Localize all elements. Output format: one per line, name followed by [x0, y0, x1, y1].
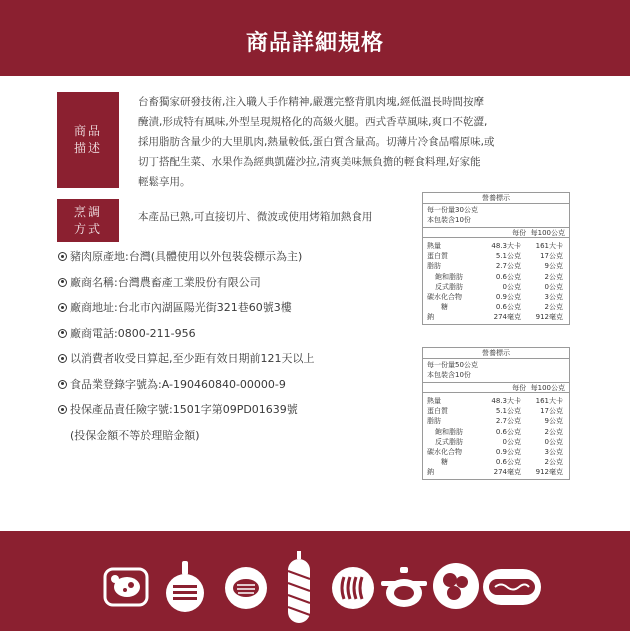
cooking-label-line: 方式	[73, 221, 102, 236]
per-100g-value: 9公克	[544, 262, 563, 271]
per-100g-value: 3公克	[544, 447, 563, 456]
per-100g-value: 161大卡	[535, 397, 563, 405]
per-100g-value: 912毫克	[535, 313, 563, 322]
nutrient-name: 熱量	[427, 242, 441, 250]
nutrient-name: 脂肪	[427, 417, 441, 426]
bullet-icon	[58, 252, 67, 261]
table-row	[427, 467, 565, 477]
per-serving-value: 0.9公克	[495, 292, 521, 301]
per-100g-value: 912毫克	[535, 468, 563, 477]
per-100g-value: 9公克	[544, 417, 563, 426]
nutrition-serving-info	[423, 204, 569, 227]
list-item	[58, 352, 403, 378]
nutrient-name: 鈉	[427, 313, 434, 322]
sausage-icon	[285, 551, 313, 629]
nutrient-name: 糖	[441, 458, 448, 467]
table-row	[427, 416, 565, 426]
description-line: 台畜獨家研發技術,注入職人手作精神,嚴選完整背肌肉塊,經低溫長時間按摩	[138, 96, 485, 108]
per-100g-value: 0公克	[544, 282, 563, 291]
description-line: 醃漬,形成特有風味,外型呈現規格化的高級火腿。西式香草風味,爽口不乾澀,	[138, 116, 488, 128]
hotdog-icon	[483, 567, 541, 607]
bullet-icon	[58, 329, 67, 338]
serving-size: 每一份量30公克	[427, 206, 478, 214]
nutrient-name: 反式脂肪	[435, 437, 463, 446]
per-100g-value: 2公克	[544, 458, 563, 467]
nutrition-column-header	[423, 382, 569, 393]
per-100g-value: 3公克	[544, 292, 563, 301]
column-per-100g: 每100公克	[530, 229, 565, 237]
per-serving-value: 0公克	[502, 282, 521, 291]
product-desc-label-line: 商品	[73, 124, 102, 138]
list-item	[58, 250, 403, 276]
list-item-text: 廠商名稱:台灣農畜產工業股份有限公司	[70, 275, 261, 289]
list-item-text: 投保產品責任險字號:1501字第09PD01639號	[70, 403, 298, 416]
table-row	[427, 272, 565, 282]
nutrient-name: 脂肪	[427, 262, 441, 271]
product-info-list	[58, 250, 403, 454]
per-serving-value: 5.1公克	[495, 407, 521, 416]
servings-per-pack: 本包裝含10份	[427, 216, 471, 224]
steak-plate-icon	[223, 565, 269, 611]
nutrient-name: 反式脂肪	[435, 282, 463, 291]
nutrient-name: 蛋白質	[427, 407, 448, 416]
table-row	[427, 302, 565, 312]
nutrient-name: 熱量	[427, 397, 441, 405]
footer-banner	[0, 531, 630, 631]
product-desc-label	[57, 92, 119, 188]
per-100g-value: 2公克	[544, 303, 563, 312]
per-100g-value: 17公克	[540, 252, 563, 261]
table-row	[427, 251, 565, 261]
per-serving-value: 0公克	[502, 437, 521, 446]
per-serving-value: 0.6公克	[495, 427, 521, 436]
table-row	[427, 396, 565, 406]
nutrient-name: 飽和脂肪	[435, 272, 463, 281]
cooking-label-line: 烹調	[73, 204, 102, 219]
page-title: 商品詳細規格	[245, 31, 384, 56]
nutrition-column-header	[423, 227, 569, 238]
per-serving-value: 5.1公克	[495, 252, 521, 261]
bullet-icon	[58, 380, 67, 389]
per-100g-value: 161大卡	[535, 242, 563, 250]
nutrition-rows	[423, 393, 569, 479]
table-row	[427, 241, 565, 251]
cooking-label	[57, 199, 119, 242]
per-100g-value: 2公克	[544, 272, 563, 281]
nutrient-name: 鈉	[427, 468, 434, 477]
servings-per-pack: 本包裝含10份	[427, 371, 471, 379]
bullet-icon	[58, 354, 67, 363]
per-serving-value: 0.6公克	[495, 458, 521, 467]
list-item	[58, 403, 403, 429]
per-serving-value: 48.3大卡	[491, 397, 521, 405]
list-item	[58, 276, 403, 302]
table-row	[427, 427, 565, 437]
table-row	[427, 312, 565, 322]
product-description	[138, 92, 578, 192]
nutrition-serving-info	[423, 359, 569, 382]
table-row	[427, 292, 565, 302]
header-banner	[0, 0, 630, 76]
per-serving-value: 2.7公克	[495, 417, 521, 426]
serving-size: 每一份量50公克	[427, 361, 478, 369]
bullet-icon	[58, 303, 67, 312]
table-row	[427, 261, 565, 271]
table-row	[427, 437, 565, 447]
sliced-ham-icon	[330, 565, 376, 611]
per-serving-value: 274毫克	[493, 313, 521, 322]
list-item-text: 豬肉原產地:台灣(具體使用以外包裝袋標示為主)	[70, 250, 303, 263]
meatballs-icon	[431, 561, 481, 611]
bullet-icon	[58, 278, 67, 287]
table-row	[427, 457, 565, 467]
pork-leg-icon	[101, 561, 151, 611]
per-serving-value: 0.6公克	[495, 303, 521, 312]
description-line: 採用脂肪含量少的大里肌肉,熱量較低,蛋白質含量高。切薄片冷食品嚐原味,或	[138, 136, 495, 148]
per-serving-value: 274毫克	[493, 468, 521, 477]
column-per-serving: 每份	[512, 229, 527, 237]
nutrition-table	[422, 347, 570, 480]
bullet-icon	[58, 405, 67, 414]
nutrition-title: 營養標示	[423, 348, 569, 359]
nutrition-title: 營養標示	[423, 193, 569, 204]
table-row	[427, 406, 565, 416]
insurance-note: (投保金額不等於理賠金額)	[70, 428, 200, 442]
list-item	[58, 301, 403, 327]
list-item-text: 食品業登錄字號為:A-190460840-00000-9	[70, 377, 286, 391]
per-100g-value: 0公克	[544, 437, 563, 446]
list-item-text: 廠商電話:0800-211-956	[70, 326, 196, 340]
per-100g-value: 2公克	[544, 427, 563, 436]
list-item	[58, 378, 403, 404]
table-row	[427, 282, 565, 292]
description-line: 輕鬆享用。	[138, 176, 191, 188]
nutrient-name: 碳水化合物	[427, 292, 462, 301]
nutrient-name: 飽和脂肪	[435, 427, 463, 436]
description-line: 切丁搭配生菜、水果作為經典凱薩沙拉,清爽美味無負擔的輕食料理,好家能	[138, 156, 481, 168]
product-desc-label-line: 描述	[73, 141, 102, 155]
per-serving-value: 48.3大卡	[491, 242, 521, 250]
nutrient-name: 蛋白質	[427, 252, 448, 261]
list-item-text: 以消費者收受日算起,至少距有效日期前121天以上	[70, 352, 315, 365]
column-per-100g: 每100公克	[530, 384, 565, 392]
per-100g-value: 17公克	[540, 407, 563, 416]
table-row	[427, 447, 565, 457]
column-per-serving: 每份	[512, 384, 527, 392]
nutrient-name: 糖	[441, 303, 448, 312]
nutrition-rows	[423, 238, 569, 324]
per-serving-value: 0.6公克	[495, 272, 521, 281]
list-item-text: 廠商地址:台北市內湖區陽光街321巷60號3樓	[70, 301, 292, 314]
per-serving-value: 2.7公克	[495, 262, 521, 271]
nutrient-name: 碳水化合物	[427, 447, 462, 456]
nutrition-table	[422, 192, 570, 325]
pot-icon	[381, 565, 427, 611]
bacon-pan-icon	[162, 561, 208, 613]
list-item	[58, 327, 403, 353]
per-serving-value: 0.9公克	[495, 447, 521, 456]
cooking-method-text: 本產品已熟,可直接切片、微波或使用烤箱加熱食用	[138, 211, 373, 223]
